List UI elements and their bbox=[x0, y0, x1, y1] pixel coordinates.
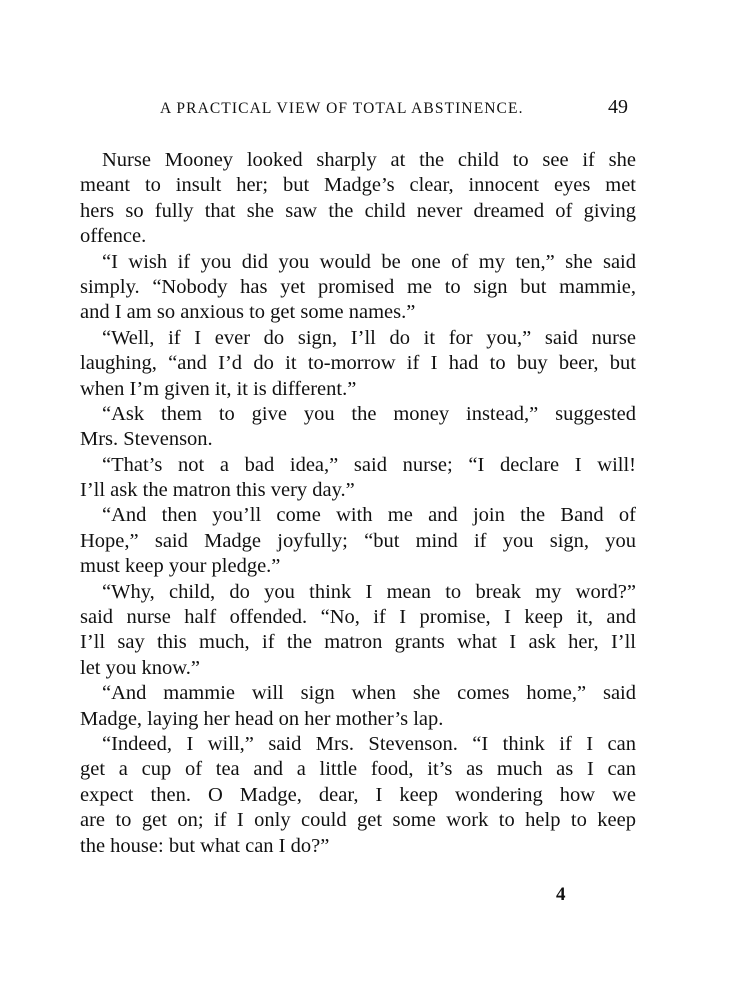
text-line: must keep your pledge.” bbox=[80, 555, 281, 578]
text-line: meant to insult her; but Madge’s clear, innocent eyes met bbox=[80, 174, 636, 197]
page-number: 49 bbox=[608, 96, 628, 118]
text-line: “Ask them to give you the money instead,” suggested bbox=[102, 402, 636, 425]
text-line: “Why, child, do you think I mean to break my word?” bbox=[102, 580, 636, 603]
signature-mark: 4 bbox=[556, 884, 566, 905]
text-line: Madge, laying her head on her mother’s lap. bbox=[80, 707, 444, 730]
text-line: laughing, “and I’d do it to-morrow if I had to buy beer, but bbox=[80, 352, 636, 375]
text-line: “And then you’ll come with me and join the Band of bbox=[102, 504, 636, 527]
text-line: let you know.” bbox=[80, 656, 200, 679]
text-line: when I’m given it, it is different.” bbox=[80, 377, 357, 400]
text-line: I’ll say this much, if the matron grants what I ask her, I’ll bbox=[80, 631, 636, 654]
running-head-title: A PRACTICAL VIEW OF TOTAL ABSTINENCE. bbox=[160, 100, 524, 117]
text-line: “That’s not a bad idea,” said nurse; “I declare I will! bbox=[102, 453, 636, 476]
text-line: said nurse half offended. “No, if I promise, I keep it, and bbox=[80, 606, 636, 629]
text-line: “Well, if I ever do sign, I’ll do it for you,” said nurse bbox=[102, 326, 636, 349]
text-line: Nurse Mooney looked sharply at the child to see if she bbox=[102, 149, 636, 171]
text-line: I’ll ask the matron this very day.” bbox=[80, 479, 355, 502]
text-line: get a cup of tea and a little food, it’s as much as I can bbox=[80, 758, 636, 781]
text-line: “And mammie will sign when she comes home,” said bbox=[102, 682, 636, 705]
text-line: simply. “Nobody has yet promised me to sign but mammie, bbox=[80, 275, 636, 298]
text-line: expect then. O Madge, dear, I keep wondering how we bbox=[80, 783, 636, 806]
text-line: “I wish if you did you would be one of my ten,” she said bbox=[102, 250, 636, 273]
body-text bbox=[80, 148, 636, 859]
text-line: and I am so anxious to get some names.” bbox=[80, 301, 416, 324]
text-line: hers so fully that she saw the child never dreamed of giving bbox=[80, 199, 636, 222]
text-line: are to get on; if I only could get some work to help to keep bbox=[80, 809, 636, 832]
text-line: offence. bbox=[80, 225, 147, 248]
text-line: “Indeed, I will,” said Mrs. Stevenson. “I think if I can bbox=[102, 732, 636, 755]
text-line: Mrs. Stevenson. bbox=[80, 428, 213, 451]
text-line: the house: but what can I do?” bbox=[80, 834, 330, 857]
text-line: Hope,” said Madge joyfully; “but mind if you sign, you bbox=[80, 529, 636, 552]
